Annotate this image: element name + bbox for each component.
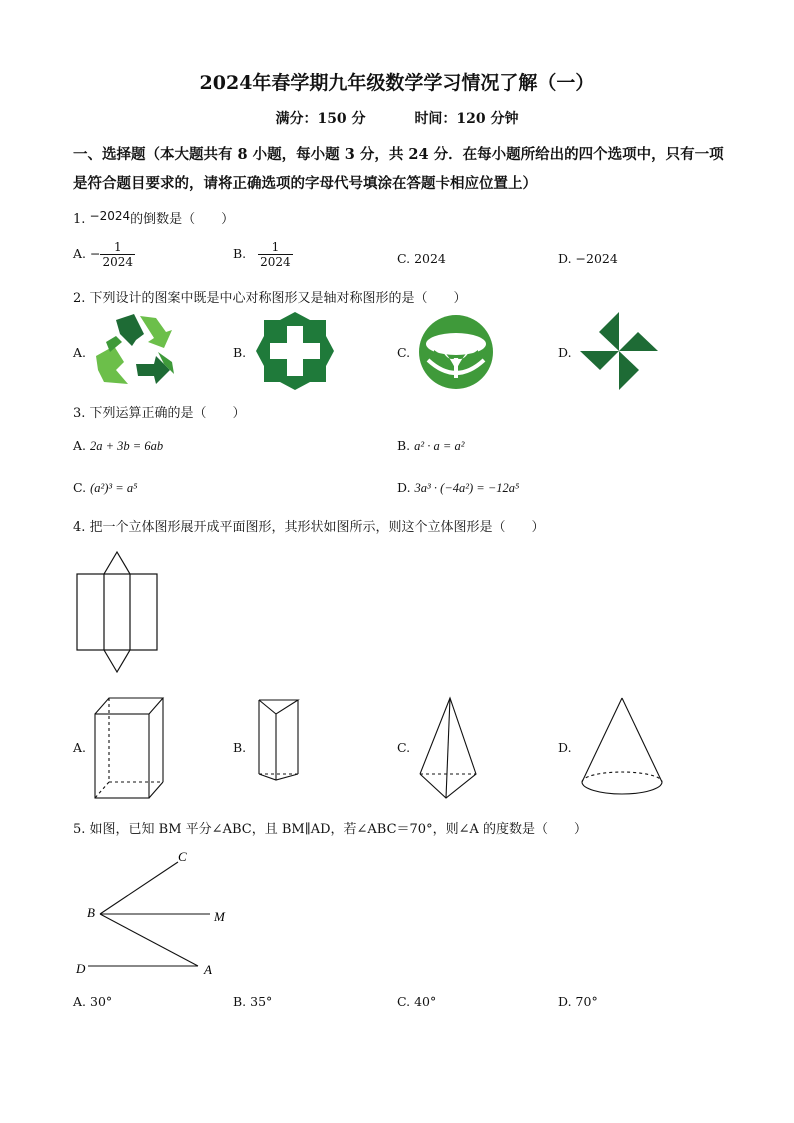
green-logo-icon[interactable] [418, 314, 494, 390]
q4-option-c-label[interactable]: C. [397, 740, 411, 755]
point-m-label: M [214, 909, 225, 924]
q5-option-c[interactable]: C. 40° [397, 994, 437, 1009]
q1-option-d[interactable]: D. −2024 [558, 251, 618, 266]
triangular-prism-icon[interactable] [256, 698, 302, 782]
point-b-label: B [87, 905, 95, 920]
q4-option-d-label[interactable]: D. [558, 740, 572, 755]
point-a-label: A [204, 962, 212, 977]
question-text: 的倒数是（ ） [130, 212, 235, 227]
full-score: 满分：150 分 [275, 111, 366, 127]
exam-time: 时间：120 分钟 [414, 111, 519, 127]
q4-option-a-label[interactable]: A. [73, 740, 87, 755]
q4-option-b-label[interactable]: B. [233, 740, 247, 755]
question-2: 2. 下列设计的图案中既是中心对称图形又是轴对称图形的是（ ） [73, 291, 467, 306]
cone-icon[interactable] [580, 696, 664, 798]
question-3: 3. 下列运算正确的是（ ） [73, 406, 246, 421]
question-4: 4. 把一个立体图形展开成平面图形，其形状如图所示，则这个立体图形是（ ） [73, 520, 545, 535]
pyramid-icon[interactable] [418, 696, 478, 800]
pinwheel-icon[interactable] [579, 312, 659, 390]
q5-option-b[interactable]: B. 35° [233, 994, 273, 1009]
rectangular-prism-icon[interactable] [94, 696, 164, 800]
question-expr: −2024 [89, 209, 131, 223]
q2-option-b-label[interactable]: B. [233, 345, 247, 360]
recycle-icon[interactable] [94, 312, 176, 390]
q3-option-b[interactable]: B. a² · a = a² [397, 438, 465, 453]
q1-option-b[interactable]: B. $\frac{1}{2024}$ [233, 240, 291, 269]
section-heading: 一、选择题（本大题共有 8 小题，每小题 3 分，共 24 分．在每小题所给出的四个选项中，只有一项是符合题目要求的，请将正确选项的字母代号填涂在答题卡相应位置上） [73, 146, 724, 192]
page-title: 2024年春学期九年级数学学习情况了解（一） [199, 72, 595, 94]
angle-diagram [74, 848, 234, 978]
q1-option-a[interactable]: A. − $\frac{1}{2024}$ [73, 240, 134, 269]
net-diagram [76, 550, 160, 674]
q2-option-d-label[interactable]: D. [558, 345, 572, 360]
q5-option-a[interactable]: A. 30° [73, 994, 113, 1009]
exam-info [0, 108, 794, 128]
question-5: 5. 如图，已知 BM 平分∠ABC，且 BM∥AD，若∠ABC＝70°，则∠A 的度数是（ ） [73, 822, 587, 837]
q5-option-d[interactable]: D. 70° [558, 994, 598, 1009]
question-1 [73, 208, 234, 227]
q3-option-a[interactable]: A. 2a + 3b = 6ab [73, 438, 164, 453]
q2-option-a-label[interactable]: A. [73, 345, 87, 360]
question-number: 1. [73, 212, 86, 227]
q2-option-c-label[interactable]: C. [397, 345, 411, 360]
point-c-label: C [178, 849, 187, 864]
point-d-label: D [76, 961, 86, 976]
q1-option-c[interactable]: C. 2024 [397, 251, 446, 266]
cross-badge-icon[interactable] [254, 310, 336, 392]
q3-option-c[interactable]: C. (a²)³ = a⁵ [73, 480, 138, 495]
q3-option-d[interactable]: D. 3a³ · (−4a²) = −12a⁵ [397, 480, 520, 495]
